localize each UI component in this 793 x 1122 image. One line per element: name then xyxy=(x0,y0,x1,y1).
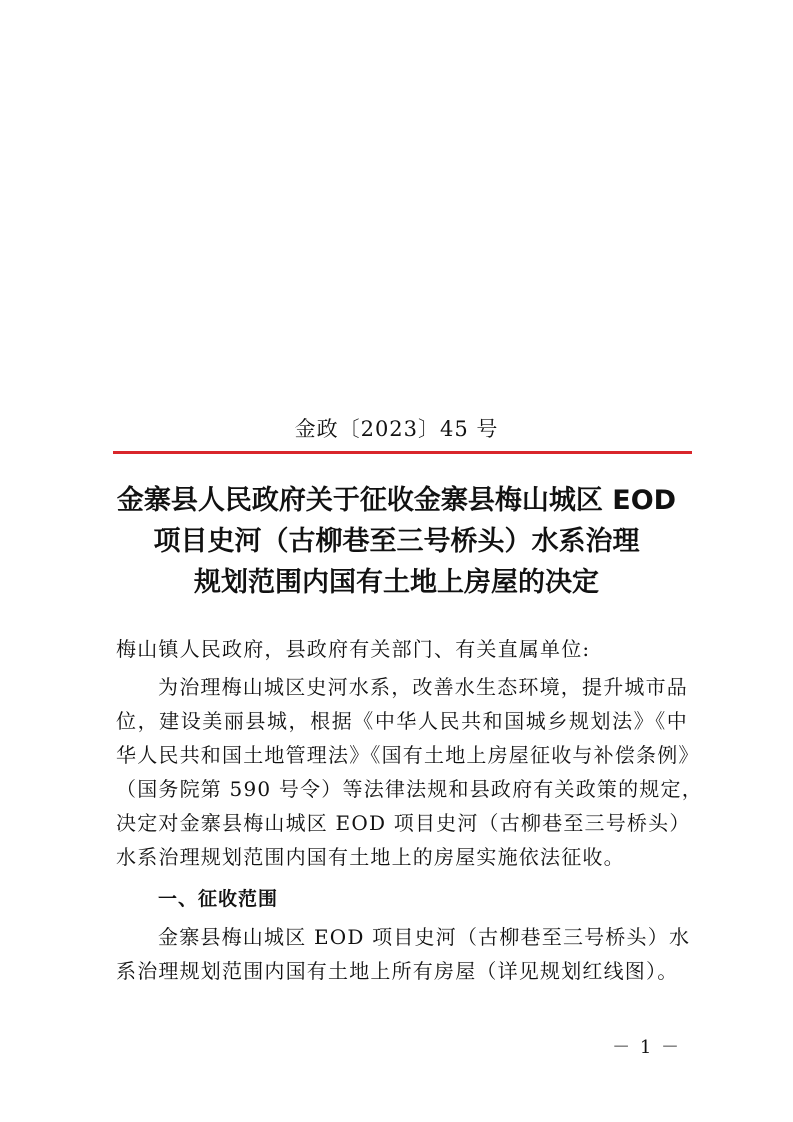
salutation xyxy=(116,632,688,666)
document-title xyxy=(100,480,693,603)
paragraph-line: 为治理梅山城区史河水系，改善水生态环境，提升城市品 xyxy=(158,675,688,699)
title-line-3: 规划范围内国有土地上房屋的决定 xyxy=(194,567,599,598)
salutation-text: 梅山镇人民政府，县政府有关部门、有关直属单位: xyxy=(116,637,591,661)
paragraph-intro xyxy=(116,670,703,874)
red-divider-rule xyxy=(113,451,692,454)
page-number: － 1 － xyxy=(612,1037,681,1058)
paragraph-line: 金寨县梅山城区 EOD 项目史河（古柳巷至三号桥头）水 xyxy=(158,925,691,949)
title-line-1: 金寨县人民政府关于征收金寨县梅山城区 EOD xyxy=(116,485,677,516)
paragraph-line: 位，建设美丽县城，根据《中华人民共和国城乡规划法》《中 xyxy=(116,709,688,733)
document-number: 金政〔2023〕45 号 xyxy=(294,417,499,441)
paragraph-line: 系治理规划范围内国有土地上所有房屋（详见规划红线图）。 xyxy=(116,959,679,983)
paragraph-line: 华人民共和国土地管理法》《国有土地上房屋征收与补偿条例》 xyxy=(116,743,700,767)
section-heading-scope: 一、征收范围 xyxy=(158,888,279,910)
paragraph-scope xyxy=(116,920,691,988)
paragraph-line: （国务院第 590 号令）等法律法规和县政府有关政策的规定， xyxy=(116,777,703,801)
paragraph-line: 决定对金寨县梅山城区 EOD 项目史河（古柳巷至三号桥头） xyxy=(116,811,691,835)
title-line-2: 项目史河（古柳巷至三号桥头）水系治理 xyxy=(153,526,640,557)
paragraph-line: 水系治理规划范围内国有土地上的房屋实施依法征收。 xyxy=(116,845,625,869)
